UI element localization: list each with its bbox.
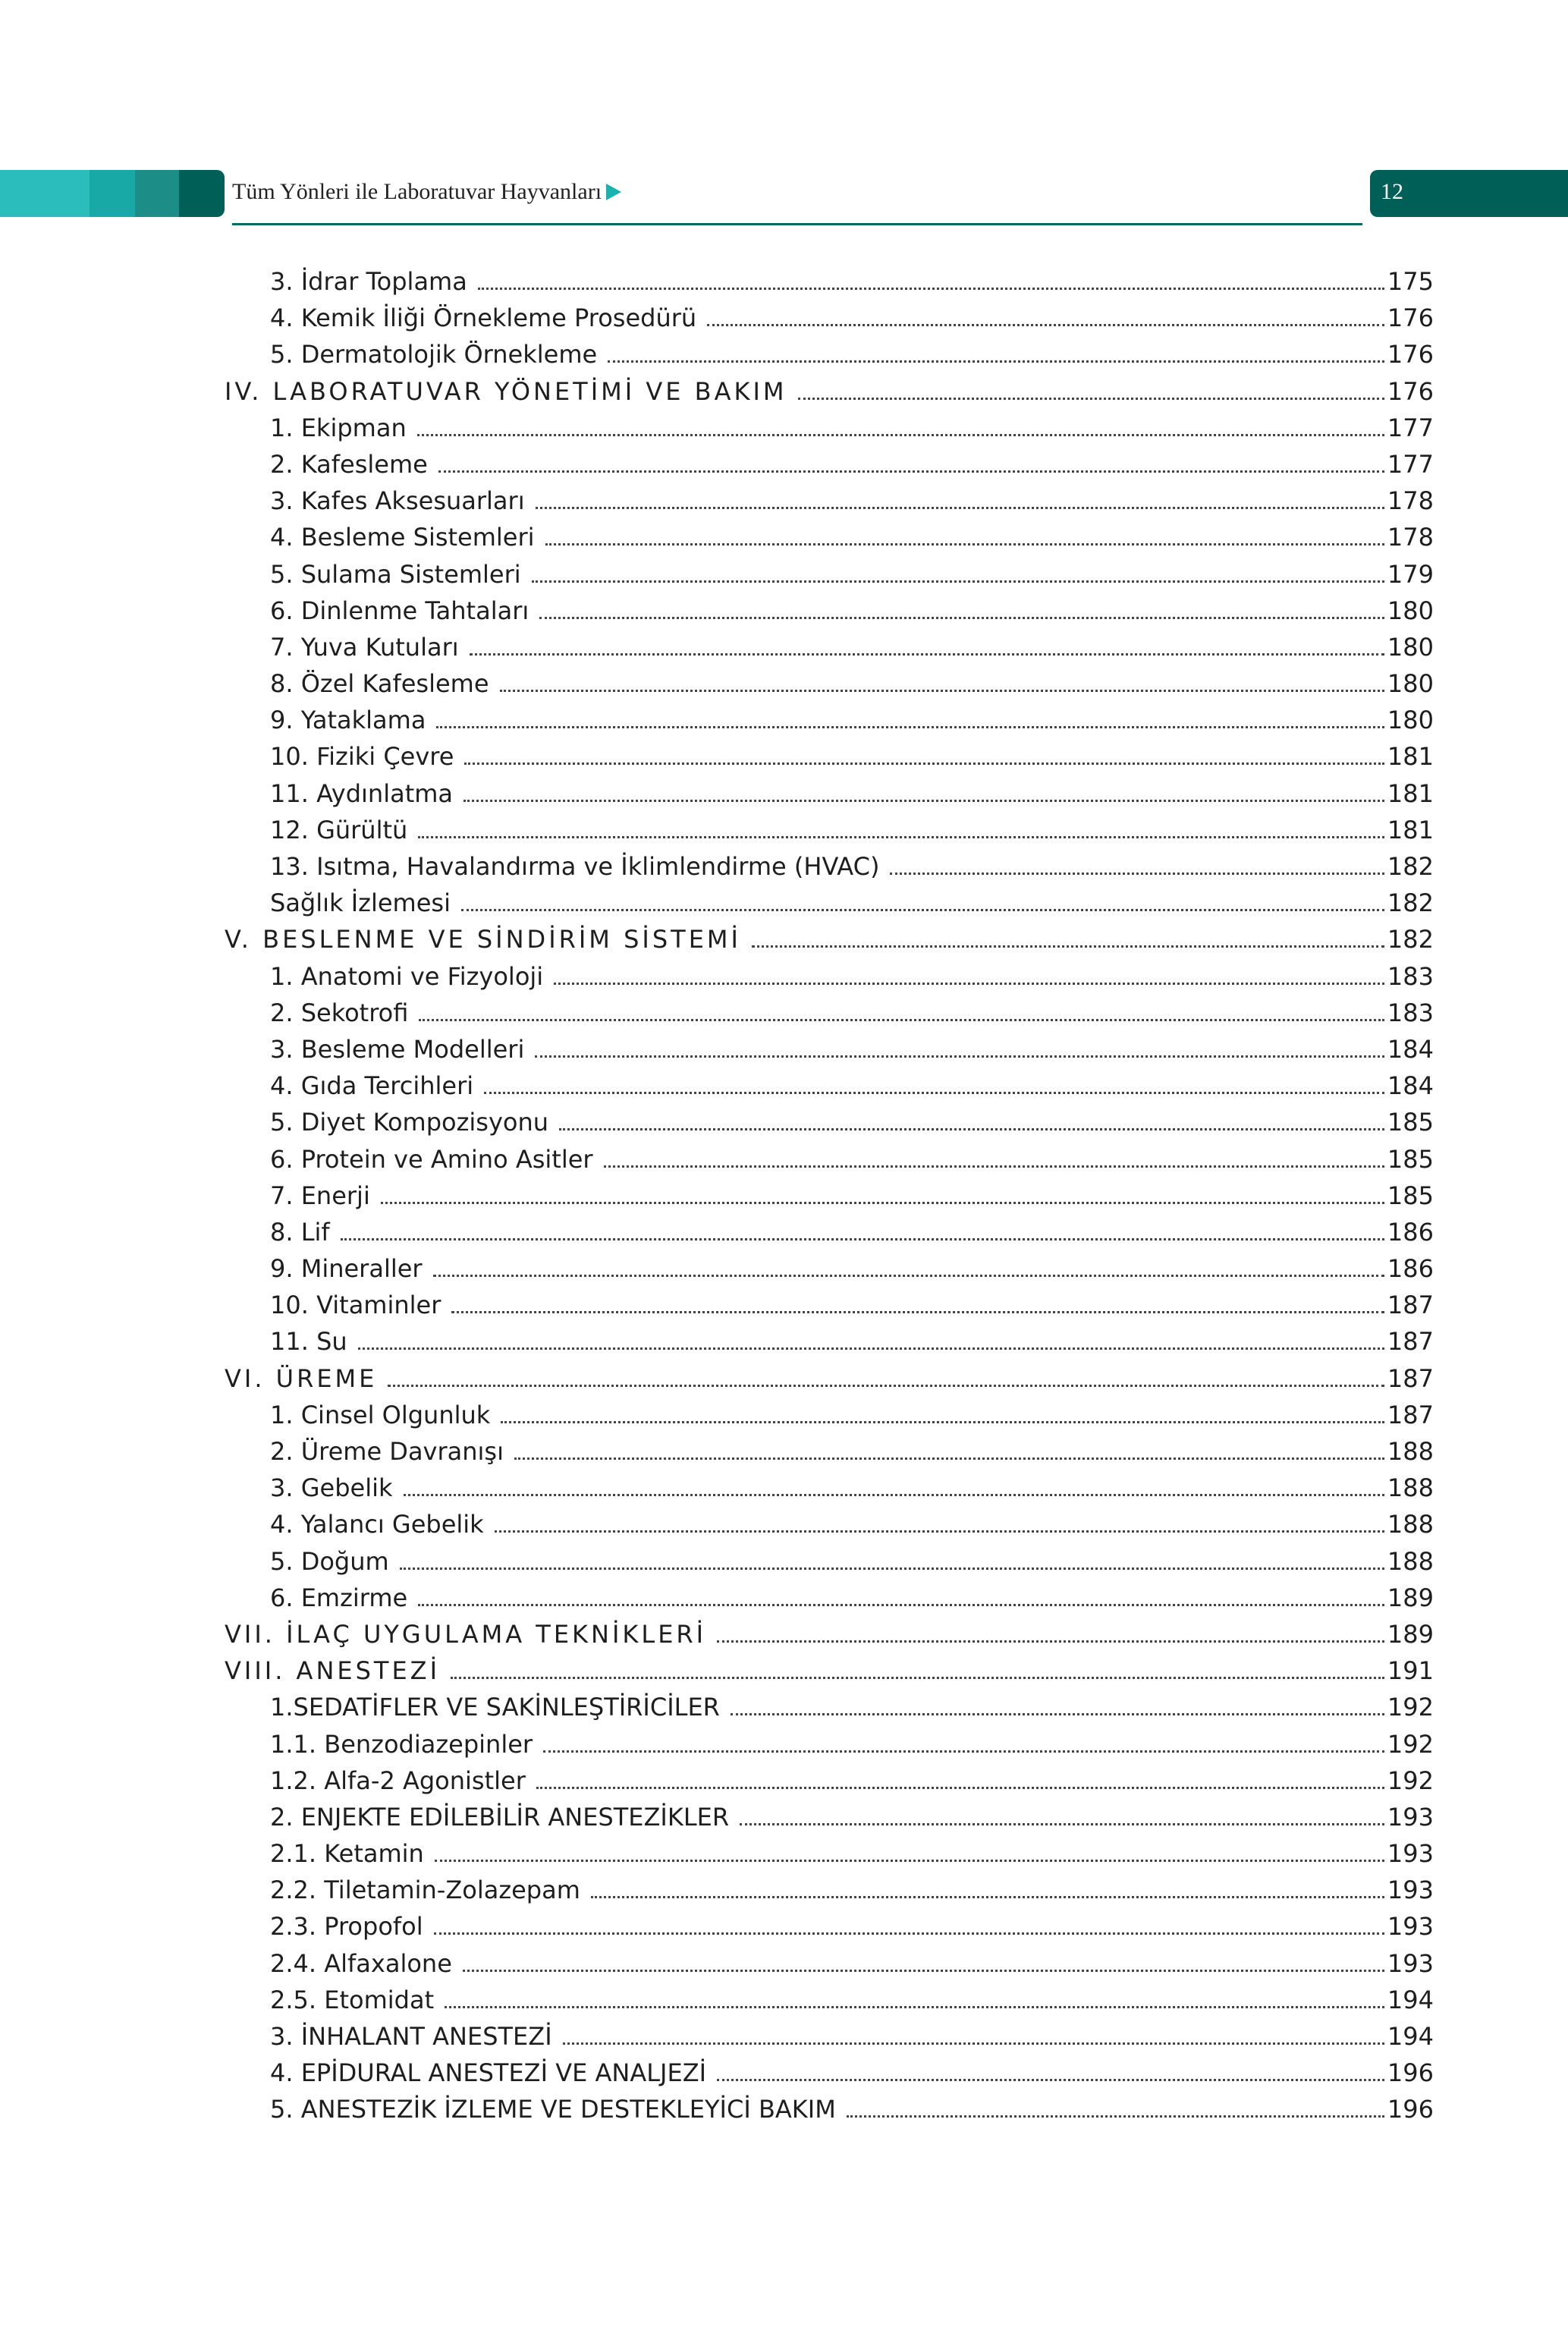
toc-entry-title: 10. Fiziki Çevre — [270, 742, 454, 772]
toc-entry-page: 185 — [1387, 1108, 1434, 1137]
toc-entry-title: 4. Gıda Tercihleri — [270, 1071, 474, 1101]
toc-entry-title: 6. Emzirme — [270, 1583, 408, 1612]
dot-leader — [501, 1421, 1384, 1423]
toc-entry[interactable] — [225, 2058, 1434, 2095]
dot-leader — [484, 1092, 1384, 1094]
toc-entry[interactable] — [225, 962, 1434, 998]
toc-entry[interactable] — [225, 1583, 1434, 1620]
dot-leader — [463, 800, 1384, 802]
toc-entry-title: 4. Besleme Sistemleri — [270, 523, 535, 552]
dot-leader — [404, 1494, 1384, 1496]
toc-entry-page: 182 — [1387, 925, 1434, 954]
dot-leader — [436, 726, 1384, 728]
page-header — [0, 170, 1568, 217]
toc-entry[interactable] — [225, 1473, 1434, 1510]
toc-entry-title: VII. İLAÇ UYGULAMA TEKNİKLERİ — [225, 1619, 707, 1649]
book-title-text: Tüm Yönleri ile Laboratuvar Hayvanları — [232, 179, 602, 204]
toc-entry-page: 192 — [1387, 1693, 1434, 1722]
toc-entry-title: 12. Gürültü — [270, 815, 408, 844]
header-color-block — [179, 170, 225, 217]
toc-entry[interactable] — [225, 1401, 1434, 1437]
dot-leader — [435, 1860, 1384, 1862]
toc-entry-title: 11. Su — [270, 1327, 347, 1357]
toc-entry-title: 5. Sulama Sistemleri — [270, 559, 521, 589]
toc-entry-title: 1. Ekipman — [270, 413, 407, 442]
dot-leader — [536, 507, 1384, 509]
page-number-tab — [1370, 170, 1568, 217]
toc-entry[interactable] — [225, 1437, 1434, 1473]
toc-entry-title: 3. Besleme Modelleri — [270, 1034, 525, 1064]
toc-entry-page: 184 — [1387, 1071, 1434, 1101]
toc-entry[interactable] — [225, 888, 1434, 925]
toc-entry-title: 2.3. Propofol — [270, 1912, 423, 1942]
toc-section-entry[interactable] — [225, 925, 1434, 961]
dot-leader — [417, 434, 1384, 436]
toc-entry-page: 178 — [1387, 486, 1434, 516]
toc-entry-title: 1. Anatomi ve Fizyoloji — [270, 961, 544, 991]
toc-entry-page: 189 — [1387, 1583, 1434, 1612]
toc-entry-page: 180 — [1387, 632, 1434, 662]
toc-entry[interactable] — [225, 1986, 1434, 2022]
toc-entry-title: 1. Cinsel Olgunluk — [270, 1400, 491, 1429]
dot-leader — [535, 1055, 1384, 1058]
toc-entry[interactable] — [225, 1291, 1434, 1327]
toc-entry[interactable] — [225, 1327, 1434, 1363]
dot-leader — [400, 1567, 1384, 1570]
toc-entry-title: 2.4. Alfaxalone — [270, 1948, 452, 1978]
dot-leader — [445, 2006, 1384, 2008]
toc-entry[interactable] — [225, 1766, 1434, 1803]
toc-entry-page: 194 — [1387, 2022, 1434, 2051]
dot-leader — [536, 1787, 1384, 1789]
toc-entry-page: 181 — [1387, 778, 1434, 808]
toc-entry[interactable] — [225, 706, 1434, 742]
toc-entry[interactable] — [225, 486, 1434, 523]
page-number: 12 — [1381, 179, 1403, 204]
toc-entry-page: 178 — [1387, 523, 1434, 552]
toc-entry-page: 184 — [1387, 1034, 1434, 1064]
toc-entry-title: 5. Diyet Kompozisyonu — [270, 1108, 549, 1137]
dot-leader — [559, 1128, 1384, 1130]
dot-leader — [591, 1896, 1384, 1898]
dot-leader — [388, 1385, 1384, 1387]
toc-entry-title: V. BESLENME VE SİNDİRİM SİSTEMİ — [225, 925, 741, 954]
toc-entry-title: 11. Aydınlatma — [270, 778, 454, 808]
dot-leader — [717, 1640, 1384, 1643]
toc-entry-title: 5. ANESTEZİK İZLEME VE DESTEKLEYİCİ BAKIM — [270, 2095, 836, 2124]
toc-entry-page: 196 — [1387, 2058, 1434, 2088]
toc-entry[interactable] — [225, 340, 1434, 376]
toc-entry[interactable] — [225, 1839, 1434, 1876]
dot-leader — [532, 580, 1384, 583]
toc-entry-title: 4. EPİDURAL ANESTEZİ VE ANALJEZİ — [270, 2058, 707, 2088]
dot-leader — [608, 360, 1384, 363]
toc-entry[interactable] — [225, 1730, 1434, 1766]
dot-leader — [707, 324, 1384, 326]
toc-entry-page: 177 — [1387, 413, 1434, 442]
toc-entry[interactable] — [225, 1071, 1434, 1108]
toc-entry[interactable] — [225, 1218, 1434, 1254]
toc-entry-title: 6. Dinlenme Tahtaları — [270, 596, 529, 625]
dot-leader — [451, 1677, 1384, 1679]
toc-entry-title: 8. Özel Kafesleme — [270, 669, 489, 699]
dot-leader — [463, 1970, 1384, 1972]
toc-entry-page: 181 — [1387, 742, 1434, 772]
dot-leader — [604, 1165, 1384, 1168]
toc-entry-title: 3. İdrar Toplama — [270, 267, 467, 296]
dot-leader — [464, 763, 1384, 765]
toc-entry-title: IV. LABORATUVAR YÖNETİMİ VE BAKIM — [225, 376, 787, 406]
toc-entry[interactable] — [225, 852, 1434, 888]
toc-entry-title: 2.1. Ketamin — [270, 1839, 424, 1869]
dot-leader — [539, 617, 1384, 619]
toc-section-entry[interactable] — [225, 1656, 1434, 1693]
toc-entry-page: 192 — [1387, 1766, 1434, 1795]
toc-entry-page: 186 — [1387, 1254, 1434, 1284]
dot-leader — [514, 1457, 1384, 1460]
toc-entry-title: 4. Kemik İliği Örnekleme Prosedürü — [270, 303, 697, 333]
dot-leader — [478, 288, 1384, 290]
toc-entry-title: 7. Enerji — [270, 1181, 370, 1210]
dot-leader — [500, 690, 1384, 692]
toc-entry[interactable] — [225, 450, 1434, 486]
toc-entry-page: 188 — [1387, 1546, 1434, 1576]
header-rule — [232, 223, 1362, 225]
toc-entry-title: 5. Dermatolojik Örnekleme — [270, 340, 598, 369]
toc-entry-title: 5. Doğum — [270, 1546, 389, 1576]
dot-leader — [358, 1347, 1384, 1350]
toc-entry-title: 9. Mineraller — [270, 1254, 423, 1284]
toc-entry-title: 2. Kafesleme — [270, 449, 428, 479]
toc-entry-page: 189 — [1387, 1619, 1434, 1649]
toc-entry-title: Sağlık İzlemesi — [270, 888, 451, 918]
dot-leader — [717, 2079, 1384, 2081]
dot-leader — [451, 1311, 1384, 1313]
toc-section-entry[interactable] — [225, 377, 1434, 413]
toc-entry-title: 9. Yataklama — [270, 706, 426, 735]
toc-entry-page: 182 — [1387, 852, 1434, 881]
toc-entry-title: 3. İNHALANT ANESTEZİ — [270, 2022, 552, 2051]
dot-leader — [470, 653, 1384, 656]
toc-entry-page: 176 — [1387, 340, 1434, 369]
toc-entry-title: 6. Protein ve Amino Asitler — [270, 1144, 593, 1174]
dot-leader — [731, 1713, 1384, 1715]
dot-leader — [341, 1238, 1384, 1240]
toc-entry-title: 1.2. Alfa-2 Agonistler — [270, 1766, 526, 1795]
dot-leader — [433, 1275, 1384, 1277]
toc-entry[interactable] — [225, 1035, 1434, 1071]
toc-entry-page: 176 — [1387, 376, 1434, 406]
toc-entry-title: 13. Isıtma, Havalandırma ve İklimlendirme (HVAC) — [270, 852, 880, 881]
toc-entry-title: VIII. ANESTEZİ — [225, 1656, 441, 1686]
toc-entry-title: 7. Yuva Kutuları — [270, 632, 459, 662]
toc-entry-page: 175 — [1387, 267, 1434, 296]
dot-leader — [495, 1530, 1384, 1533]
toc-entry[interactable] — [225, 633, 1434, 669]
toc-entry-page: 193 — [1387, 1802, 1434, 1832]
toc-entry-title: 2. ENJEKTE EDİLEBİLİR ANESTEZİKLER — [270, 1802, 730, 1832]
dot-leader — [438, 470, 1384, 473]
dot-leader — [554, 983, 1384, 985]
toc-entry[interactable] — [225, 596, 1434, 633]
header-color-block — [0, 170, 90, 217]
dot-leader — [545, 543, 1384, 546]
toc-entry-page: 180 — [1387, 669, 1434, 699]
book-title — [232, 179, 621, 205]
toc-entry-title: 2. Sekotrofi — [270, 998, 409, 1027]
toc-entry-title: 2.2. Tiletamin-Zolazepam — [270, 1876, 580, 1905]
toc-entry-page: 176 — [1387, 303, 1434, 333]
toc-entry[interactable] — [225, 560, 1434, 596]
toc-entry[interactable] — [225, 742, 1434, 778]
toc-entry-title: 2.5. Etomidat — [270, 1985, 435, 2014]
toc-entry-page: 193 — [1387, 1839, 1434, 1869]
dot-leader — [419, 1019, 1384, 1021]
triangle-arrow-icon — [606, 184, 621, 200]
toc-entry-page: 187 — [1387, 1400, 1434, 1429]
toc-entry[interactable] — [225, 1949, 1434, 1986]
toc-entry-page: 192 — [1387, 1729, 1434, 1759]
table-of-contents — [225, 267, 1434, 2132]
dot-leader — [890, 873, 1384, 875]
toc-entry[interactable] — [225, 2022, 1434, 2058]
toc-entry[interactable] — [225, 1181, 1434, 1218]
toc-entry-page: 183 — [1387, 998, 1434, 1027]
toc-entry-page: 191 — [1387, 1656, 1434, 1686]
toc-entry-title: 4. Yalancı Gebelik — [270, 1510, 484, 1539]
toc-entry-title: 1.1. Benzodiazepinler — [270, 1729, 533, 1759]
toc-entry[interactable] — [225, 1108, 1434, 1144]
toc-entry[interactable] — [225, 523, 1434, 559]
toc-entry-page: 183 — [1387, 961, 1434, 991]
toc-entry-page: 180 — [1387, 706, 1434, 735]
dot-leader — [434, 1932, 1384, 1935]
dot-leader — [847, 2115, 1384, 2118]
toc-entry-page: 194 — [1387, 1985, 1434, 2014]
toc-entry[interactable] — [225, 1803, 1434, 1839]
toc-entry-title: 2. Üreme Davranışı — [270, 1437, 504, 1466]
toc-entry-page: 179 — [1387, 559, 1434, 589]
toc-entry-page: 187 — [1387, 1363, 1434, 1393]
dot-leader — [418, 1604, 1384, 1606]
toc-entry[interactable] — [225, 1145, 1434, 1181]
header-color-block — [135, 170, 179, 217]
toc-section-entry[interactable] — [225, 1364, 1434, 1401]
toc-entry-page: 186 — [1387, 1217, 1434, 1247]
toc-entry-title: 3. Gebelik — [270, 1473, 393, 1503]
dot-leader — [798, 398, 1384, 400]
toc-entry[interactable] — [225, 1547, 1434, 1583]
toc-entry-page: 177 — [1387, 449, 1434, 479]
toc-entry-page: 185 — [1387, 1144, 1434, 1174]
dot-leader — [543, 1750, 1384, 1753]
toc-entry-title: 1.SEDATİFLER VE SAKİNLEŞTİRİCİLER — [270, 1693, 720, 1722]
dot-leader — [752, 945, 1384, 948]
toc-entry[interactable] — [225, 1876, 1434, 1912]
toc-entry-page: 193 — [1387, 1912, 1434, 1942]
toc-entry[interactable] — [225, 1254, 1434, 1291]
dot-leader — [381, 1202, 1384, 1204]
toc-entry-page: 185 — [1387, 1181, 1434, 1210]
toc-entry-page: 181 — [1387, 815, 1434, 844]
toc-entry-title: 8. Lif — [270, 1217, 330, 1247]
header-color-block — [90, 170, 135, 217]
toc-entry-page: 193 — [1387, 1876, 1434, 1905]
toc-entry-title: 10. Vitaminler — [270, 1291, 441, 1320]
dot-leader — [418, 836, 1384, 838]
dot-leader — [563, 2042, 1384, 2045]
toc-entry-title: 3. Kafes Aksesuarları — [270, 486, 525, 516]
toc-entry-page: 188 — [1387, 1437, 1434, 1466]
toc-entry-page: 196 — [1387, 2095, 1434, 2124]
toc-entry-title: VI. ÜREME — [225, 1363, 378, 1393]
toc-entry-page: 182 — [1387, 888, 1434, 918]
toc-entry-page: 180 — [1387, 596, 1434, 625]
toc-entry[interactable] — [225, 303, 1434, 340]
toc-entry[interactable] — [225, 1510, 1434, 1546]
toc-entry[interactable] — [225, 413, 1434, 450]
dot-leader — [461, 909, 1384, 911]
toc-entry-page: 188 — [1387, 1510, 1434, 1539]
toc-entry-page: 188 — [1387, 1473, 1434, 1503]
toc-entry[interactable] — [225, 779, 1434, 816]
toc-entry-page: 187 — [1387, 1291, 1434, 1320]
toc-entry-page: 193 — [1387, 1948, 1434, 1978]
toc-entry[interactable] — [225, 2095, 1434, 2131]
toc-entry[interactable] — [225, 998, 1434, 1035]
toc-entry[interactable] — [225, 1693, 1434, 1729]
toc-entry[interactable] — [225, 1912, 1434, 1948]
toc-entry[interactable] — [225, 816, 1434, 852]
toc-section-entry[interactable] — [225, 1620, 1434, 1656]
toc-entry[interactable] — [225, 669, 1434, 706]
toc-entry-page: 187 — [1387, 1327, 1434, 1357]
dot-leader — [740, 1823, 1384, 1825]
toc-entry[interactable] — [225, 267, 1434, 303]
